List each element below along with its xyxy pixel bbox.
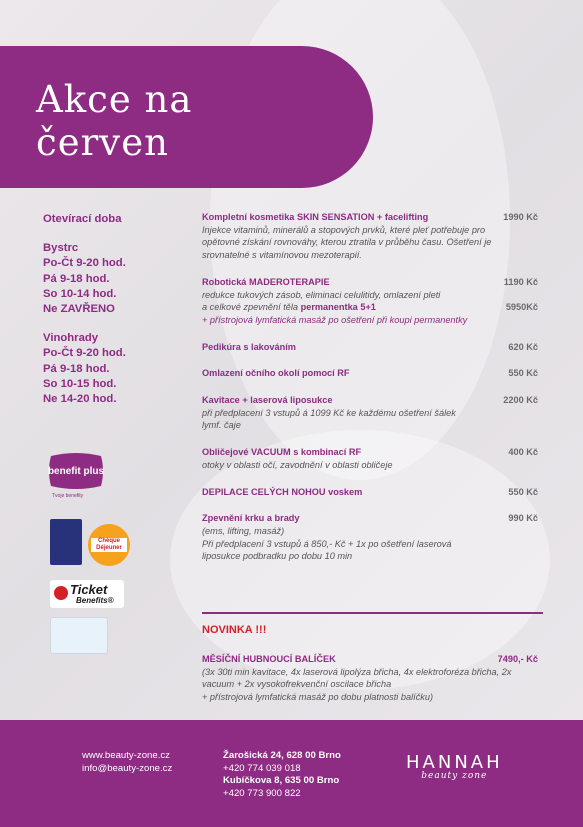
service-name: DEPILACE CELÝCH NOHOU voskem (202, 486, 363, 497)
hours-line: So 10-15 hod. (43, 377, 117, 390)
service-description: a celkové zpevnění těla (202, 302, 299, 313)
service-price: 5950Kč (505, 302, 538, 313)
service-name: Kompletní kosmetika SKIN SENSATION + facelifting (202, 212, 429, 222)
ticket-benefits-logo: Ticket Benefits® (50, 580, 124, 608)
address-2: Kubíčkova 8, 635 00 Brno (223, 775, 340, 787)
service-note: + přístrojová lymfatická masáž po ošetření při koupi permanentky (202, 314, 468, 325)
service-name: Robotická MADEROTERAPIE (202, 276, 330, 287)
phone-1: +420 774 039 018 (223, 762, 301, 774)
list-item (202, 446, 538, 471)
service-name: Kavitace + laserová liposukce (202, 395, 333, 406)
service-description: Při předplacení 3 vstupů á 850,- Kč + 1x po ošetření laserová liposukce podbradku po dobu 10 min (202, 538, 452, 562)
gift-card-logo (50, 617, 108, 654)
service-name: Zpevnění krku a brady (202, 513, 300, 524)
title-line-1: Akce na (36, 78, 193, 121)
novinka-heading: NOVINKA !!! (202, 624, 267, 636)
hours-line: Po-Čt 9-20 hod. (43, 347, 126, 360)
benefit-plus-tagline: Tvoje benefity (52, 493, 84, 499)
benefit-card-logo (50, 519, 82, 565)
footer-contacts (82, 750, 172, 775)
brand-logo (406, 752, 503, 781)
service-highlight: permanentka 5+1 (300, 302, 376, 313)
list-item (202, 341, 538, 354)
service-price: 620 Kč (508, 341, 538, 352)
footer-addresses (223, 750, 341, 800)
page-title (36, 78, 192, 164)
hours-line: Pá 9-18 hod. (43, 272, 110, 285)
service-description: Injekce vitaminů, minerálů a stopových prvků, které pleť potřebuje pro opětovné získání rovnováhy, kterou ztratila v průběhu času. Ošetření je srovnatelné s vitamínovou mezoterapií. (202, 224, 492, 261)
service-description: při předplacení 3 vstupů á 1099 Kč ke každému ošetření šálek lymf. čaje (202, 407, 456, 431)
list-item (202, 367, 538, 380)
service-description: otoky v oblasti očí, zavodnění v oblasti obličeje (202, 459, 393, 470)
service-name: Obličejové VACUUM s kombinací RF (202, 447, 362, 458)
phone-2: +420 773 900 822 (223, 787, 301, 799)
service-price: 550 Kč (508, 368, 538, 379)
hours-line: Ne 14-20 hod. (43, 393, 117, 406)
svg-text:benefit plus: benefit plus (47, 466, 105, 477)
opening-hours-heading: Otevírací doba (43, 213, 122, 225)
hours-line: Ne ZAVŘENO (43, 303, 115, 316)
list-item (202, 512, 538, 563)
package-name: MĚSÍČNÍ HUBNOUCÍ BALÍČEK (202, 654, 336, 664)
website-link[interactable]: www.beauty-zone.cz (82, 750, 170, 761)
branch-vinohrady-name: Vinohrady (43, 332, 99, 345)
list-item (202, 486, 538, 499)
service-description: (ems, lifting, masáž) (202, 525, 285, 536)
novinka-item (202, 653, 538, 703)
services-list (202, 211, 538, 577)
branch-bystrc-name: Bystrc (43, 242, 79, 255)
service-price: 550 Kč (508, 486, 538, 497)
cheque-dejeuner-logo: Chèque Déjeuner (88, 524, 130, 566)
service-price: 1990 Kč (503, 212, 538, 222)
benefit-plus-logo (47, 452, 105, 490)
opening-hours (43, 212, 126, 407)
service-price: 2200 Kč (503, 395, 538, 406)
section-divider (202, 612, 543, 614)
address-1: Žarošická 24, 628 00 Brno (223, 750, 341, 761)
package-description: (3x 30ti min kavitace, 4x laserová lipolýza břicha, 4x elektroforéza břicha, 2x vacuum + 2x vysokofrekvenční oscilace břicha (202, 666, 512, 690)
list-item (202, 211, 538, 262)
service-description: redukce tukových zásob, eliminaci celulitidy, omlazení pleti (202, 289, 441, 300)
email-link[interactable]: info@beauty-zone.cz (82, 762, 173, 774)
service-name: Pedikúra s lakováním (202, 341, 296, 352)
brand-name: HANNAH (406, 752, 503, 773)
package-price: 7490,- Kč (497, 654, 538, 664)
footer (0, 720, 583, 827)
title-line-2: červen (36, 121, 169, 164)
brand-tagline: beauty zone (421, 771, 488, 781)
list-item (202, 394, 538, 432)
hours-line: Pá 9-18 hod. (43, 362, 110, 375)
package-description: + přístrojová lymfatická masáž po dobu platnosti balíčku) (202, 691, 434, 702)
hours-line: Po-Čt 9-20 hod. (43, 257, 126, 270)
service-price: 990 Kč (508, 513, 538, 524)
hours-line: So 10-14 hod. (43, 287, 117, 300)
list-item (202, 276, 538, 327)
service-price: 400 Kč (508, 447, 538, 458)
service-price: 1190 Kč (503, 276, 538, 287)
service-name: Omlazení očního okolí pomocí RF (202, 368, 350, 379)
